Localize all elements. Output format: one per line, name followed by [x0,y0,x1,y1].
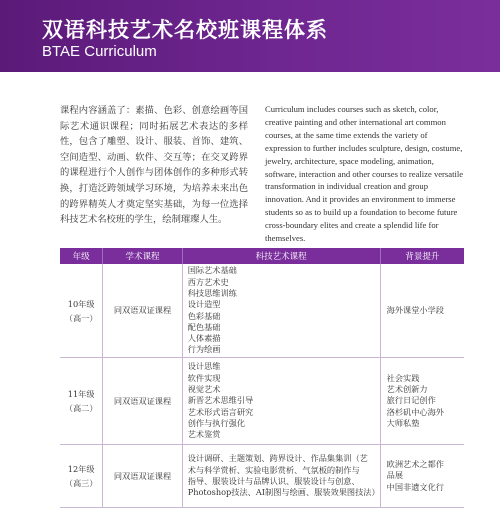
grade-cell [60,358,103,445]
course-item: 艺术形式语言研究 [187,406,254,417]
background-item: 海外课堂小学段 [386,304,444,315]
grade-sub-label: （高二） [64,403,98,413]
table-header-row [60,248,464,264]
page-title: 双语科技艺术名校班课程体系 [42,18,328,42]
background-cell [380,358,464,445]
grade-label: 11年级 [67,389,95,399]
course-item: 设计思维 [187,361,221,372]
page-subtitle: BTAE Curriculum [42,43,157,60]
header-grade: 年级 [60,248,103,264]
course-item: 指导、服装设计与品牌认识、服装设计与创意、 [187,476,360,486]
background-item: 旅行日记创作 [386,395,436,406]
background-cell [380,264,464,358]
course-item: 设计造型 [187,299,221,310]
tech-art-course-cell [182,358,380,445]
header-academic-course: 学术课程 [103,248,182,264]
academic-course-cell: 同双语双证课程 [103,358,182,445]
grade-cell [60,264,103,358]
tech-art-course-cell [182,264,380,358]
background-item: 洛杉矶中心海外 [386,406,444,417]
course-item: 设计调研、主题策划、跨界设计、作品集集训（艺 [187,453,368,464]
course-item: 软件实现 [187,372,221,383]
grade-label: 12年级 [67,464,95,474]
curriculum-table [60,248,464,508]
table-row [60,445,464,508]
academic-course-cell: 同双语双证课程 [103,445,182,508]
course-item: 西方艺术史 [187,276,229,287]
course-item: 视觉艺术 [187,384,221,395]
course-item: 行为绘画 [187,344,221,355]
course-item: 术与科学赏析、实验电影赏析、气氛板的制作与 [187,464,360,475]
grade-sub-label: （高三） [64,478,98,488]
background-item: 社会实践 [386,372,420,383]
background-item: 欧洲艺术之都作 [386,459,444,470]
course-item: 创作与执行强化 [187,417,246,428]
course-item: 科技思维训练 [187,287,237,298]
grade-sub-label: （高一） [64,312,98,323]
table-row [60,358,464,445]
background-item: 大师私塾 [386,417,420,428]
header-banner [0,0,500,72]
header-background-boost: 背景提升 [380,248,464,264]
table-row [60,264,464,358]
background-item: 中国非遗文化行 [386,481,444,492]
grade-label: 10年级 [67,298,95,309]
academic-course-cell: 同双语双证课程 [103,264,182,358]
header-tech-art-course: 科技艺术课程 [182,248,380,264]
course-item: 艺术鉴赏 [187,429,221,440]
background-item: 艺术创新力 [386,384,428,395]
background-item: 品展 [386,470,404,481]
course-item: Photoshop技法、AI制图与绘画、服装效果图技法） [187,487,380,498]
intro-chinese-text: 课程内容涵盖了：素描、色彩、创意绘画等国际艺术通识课程；同时拓展艺术表达的多样性，包含了雕塑、设计、服装、首饰、建筑、空间造型、动画、软件、交互等；在交叉跨界的课程进行个人创作与团体创作的多种形式转换，打造泛跨领域学习环境，为培养未来出色的跨界精英人才奠定坚实基础，为每一位选择科技艺术名校班的学生，绘制璀璨人生。 [60,105,248,226]
tech-art-course-cell [182,445,380,508]
course-item: 配色基础 [187,321,221,332]
course-item: 色彩基础 [187,310,221,321]
course-item: 国际艺术基础 [187,265,237,276]
intro-english-text: Curriculum includes courses such as sketch, color, creative painting and other international art common courses, at the same time extends the variety of expression to further includes sculpture, design, costume, jewelry, architecture, space modeling, animation, software, interaction and other courses to realize versatile transformation in individual creation and group innovation. And it provides an environment to immerse students so as to build up a foundation to become future cross-boundary elites and create a splendid life for themselves. [265,104,464,244]
course-item: 新晋艺术思维引导 [187,395,254,406]
background-cell [380,445,464,508]
grade-cell [60,445,103,508]
course-item: 人体素描 [187,333,221,344]
